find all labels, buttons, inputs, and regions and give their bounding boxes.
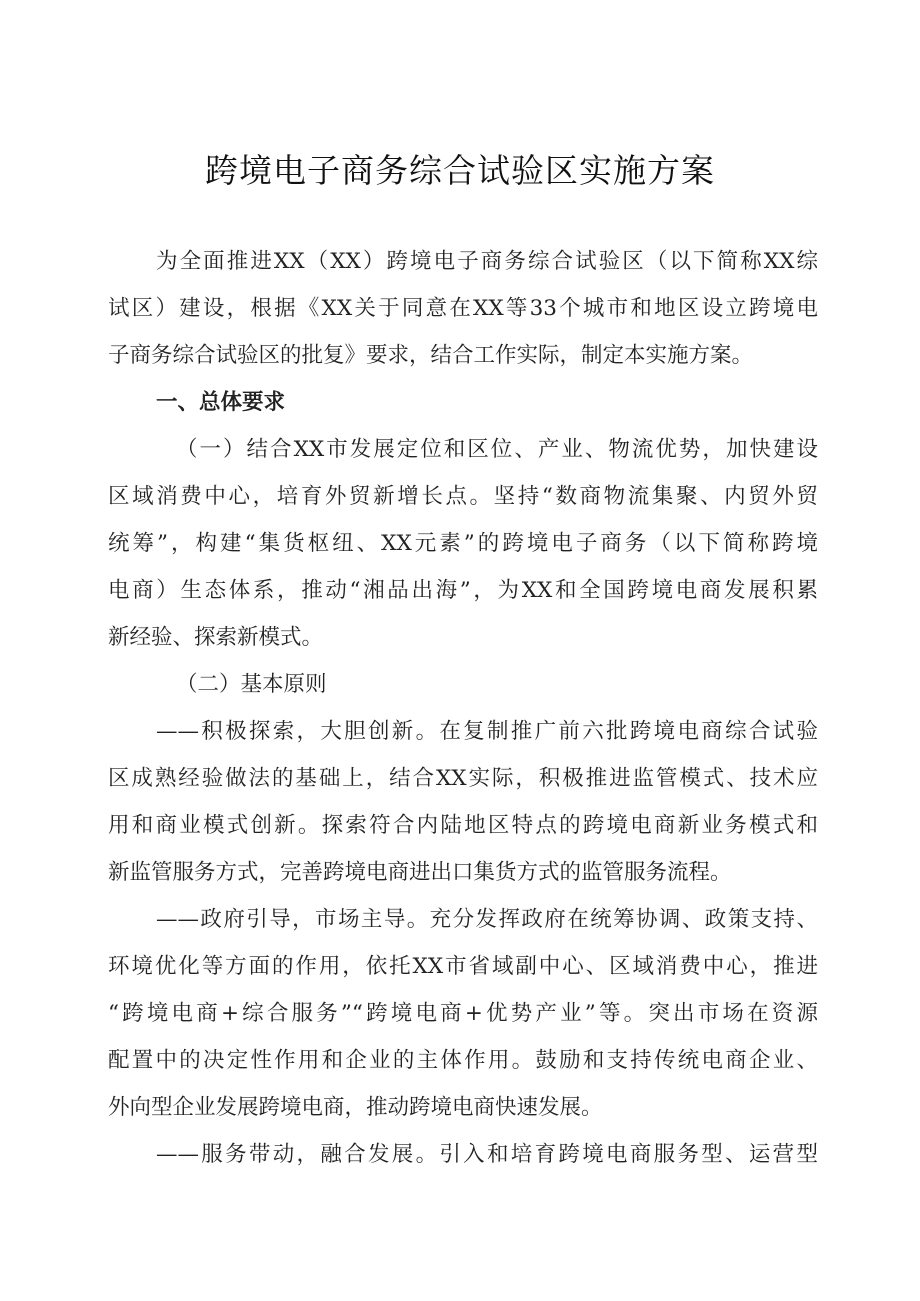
section-heading-overall-requirements: 一、总体要求	[156, 390, 286, 415]
body-line-17: “跨境电商+综合服务”“跨境电商+优势产业”等。突出市场在资源	[108, 1001, 818, 1026]
body-line-15: ——政府引导，市场主导。充分发挥政府在统筹协调、政策支持、	[156, 907, 818, 932]
body-line-12: 区成熟经验做法的基础上，结合XX实际，积极推进监管模式、技术应	[108, 766, 818, 791]
body-line-1: 为全面推进XX（XX）跨境电子商务综合试验区（以下简称XX综	[156, 249, 818, 274]
body-line-13: 用和商业模式创新。探索符合内陆地区特点的跨境电商新业务模式和	[108, 813, 818, 838]
body-line-9: 新经验、探索新模式。	[108, 625, 324, 650]
body-line-6: 区域消费中心，培育外贸新增长点。坚持“数商物流集聚、内贸外贸	[108, 484, 818, 509]
body-line-19: 外向型企业发展跨境电商，推动跨境电商快速发展。	[108, 1095, 603, 1120]
body-line-3: 子商务综合试验区的批复》要求，结合工作实际，制定本实施方案。	[108, 343, 754, 368]
body-line-14: 新监管服务方式，完善跨境电商进出口集货方式的监管服务流程。	[108, 860, 732, 885]
body-line-16: 环境优化等方面的作用，依托XX市省域副中心、区域消费中心，推进	[108, 954, 818, 979]
body-line-5: （一）结合XX市发展定位和区位、产业、物流优势，加快建设	[176, 437, 818, 462]
body-line-20: ——服务带动，融合发展。引入和培育跨境电商服务型、运营型	[156, 1142, 818, 1167]
body-line-11: ——积极探索，大胆创新。在复制推广前六批跨境电商综合试验	[156, 719, 818, 744]
document-body	[108, 238, 818, 1178]
body-line-18: 配置中的决定性作用和企业的主体作用。鼓励和支持传统电商企业、	[108, 1048, 818, 1073]
body-line-8: 电商）生态体系，推动“湘品出海”，为XX和全国跨境电商发展积累	[108, 578, 818, 603]
body-line-2: 试区）建设，根据《XX关于同意在XX等33个城市和地区设立跨境电	[108, 296, 818, 321]
document-title: 跨境电子商务综合试验区实施方案	[205, 151, 715, 190]
body-line-7: 统筹”，构建“集货枢纽、XX元素”的跨境电子商务（以下简称跨境	[108, 531, 818, 556]
subheading-basic-principles: （二）基本原则	[176, 672, 327, 697]
